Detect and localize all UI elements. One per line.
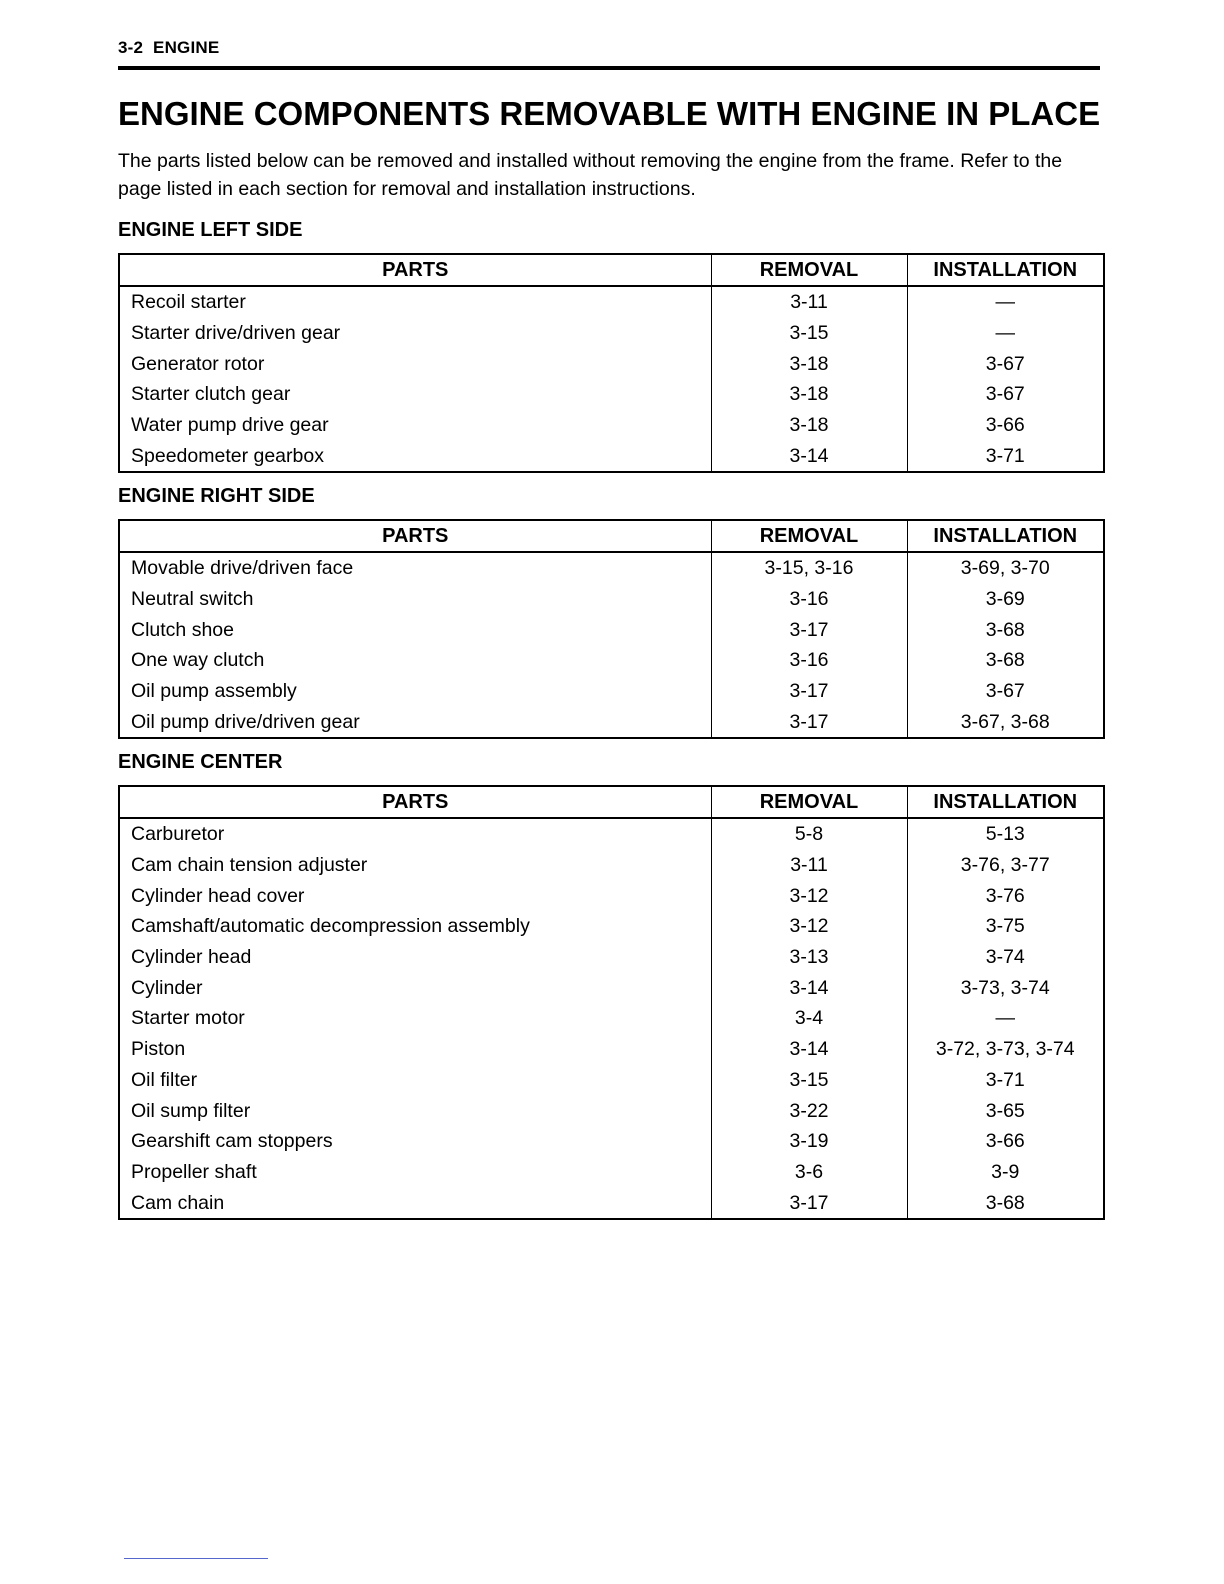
removal-page-cell: 3-16 (711, 645, 907, 676)
part-name-cell: Cylinder head (131, 946, 252, 969)
column-header-parts: PARTS (119, 254, 711, 286)
removal-page-cell: 3-15 (711, 318, 907, 349)
column-header-installation: INSTALLATION (907, 254, 1104, 286)
part-name-cell: One way clutch (131, 649, 265, 672)
column-header-removal: REMOVAL (711, 786, 907, 818)
removal-page-cell: 5-8 (711, 818, 907, 850)
part-name-cell: Speedometer gearbox (131, 444, 324, 467)
part-name-cell: Clutch shoe (131, 618, 234, 641)
part-name-cell: Cylinder head cover (131, 884, 305, 907)
table-row (119, 676, 1104, 707)
installation-page-cell: 3-67 (907, 348, 1104, 379)
table-row (119, 942, 1104, 973)
installation-page-cell: 3-76, 3-77 (907, 850, 1104, 881)
table-row (119, 645, 1104, 676)
installation-page-cell: 3-73, 3-74 (907, 972, 1104, 1003)
installation-page-cell: 3-67 (907, 676, 1104, 707)
page-title: ENGINE COMPONENTS REMOVABLE WITH ENGINE IN PLACE (118, 95, 1101, 132)
part-name-cell: Recoil starter (131, 291, 246, 314)
part-name-cell: Movable drive/driven face (131, 557, 354, 580)
installation-page-cell: — (907, 1003, 1104, 1034)
column-header-removal: REMOVAL (711, 254, 907, 286)
removal-page-cell: 3-17 (711, 614, 907, 645)
installation-page-cell: 3-67, 3-68 (907, 706, 1104, 738)
removal-page-cell: 3-14 (711, 440, 907, 472)
table-row (119, 584, 1104, 615)
removal-page-cell: 3-12 (711, 880, 907, 911)
installation-page-cell: 3-71 (907, 440, 1104, 472)
installation-page-cell: 3-67 (907, 379, 1104, 410)
section-name: ENGINE (153, 38, 220, 57)
part-name-cell: Cylinder (131, 976, 203, 999)
removal-page-cell: 3-11 (711, 850, 907, 881)
removal-page-cell: 3-6 (711, 1157, 907, 1188)
table-row (119, 1003, 1104, 1034)
table-row (119, 410, 1104, 441)
section-heading-center: ENGINE CENTER (118, 751, 283, 773)
part-name-cell: Generator rotor (131, 352, 265, 375)
installation-page-cell: 3-68 (907, 645, 1104, 676)
table-row (119, 880, 1104, 911)
installation-page-cell: 3-75 (907, 911, 1104, 942)
removal-page-cell: 3-14 (711, 972, 907, 1003)
installation-page-cell: 3-69, 3-70 (907, 552, 1104, 584)
intro-paragraph: The parts listed below can be removed and installed without removing the engine from the frame. Refer to the page listed in each section for removal and installation instructions. (118, 150, 1063, 200)
removal-page-cell: 3-18 (711, 348, 907, 379)
removal-page-cell: 3-15, 3-16 (711, 552, 907, 584)
table-row (119, 440, 1104, 472)
table-row (119, 1065, 1104, 1096)
part-name-cell: Oil pump drive/driven gear (131, 710, 360, 733)
part-name-cell: Oil filter (131, 1068, 198, 1091)
installation-page-cell: 3-74 (907, 942, 1104, 973)
table-header-row (119, 786, 1104, 818)
parts-table-right (118, 519, 1105, 739)
removal-page-cell: 3-12 (711, 911, 907, 942)
page-number: 3-2 (118, 38, 144, 57)
installation-page-cell: 3-9 (907, 1157, 1104, 1188)
table-row (119, 818, 1104, 850)
installation-page-cell: 3-72, 3-73, 3-74 (907, 1034, 1104, 1065)
removal-page-cell: 3-14 (711, 1034, 907, 1065)
removal-page-cell: 3-17 (711, 1187, 907, 1219)
table-row (119, 1187, 1104, 1219)
installation-page-cell: 3-66 (907, 1126, 1104, 1157)
table-row (119, 379, 1104, 410)
table-row (119, 552, 1104, 584)
column-header-installation: INSTALLATION (907, 520, 1104, 552)
column-header-parts: PARTS (119, 786, 711, 818)
table-row (119, 1034, 1104, 1065)
parts-table-center (118, 785, 1105, 1220)
part-name-cell: Neutral switch (131, 588, 254, 611)
installation-page-cell: 3-76 (907, 880, 1104, 911)
removal-page-cell: 3-16 (711, 584, 907, 615)
part-name-cell: Oil pump assembly (131, 680, 297, 703)
part-name-cell: Oil sump filter (131, 1099, 251, 1122)
part-name-cell: Cam chain tension adjuster (131, 854, 368, 877)
part-name-cell: Gearshift cam stoppers (131, 1130, 333, 1153)
installation-page-cell: 3-69 (907, 584, 1104, 615)
parts-table-left (118, 253, 1105, 473)
table-row (119, 850, 1104, 881)
removal-page-cell: 3-15 (711, 1065, 907, 1096)
table-row (119, 972, 1104, 1003)
table-row (119, 348, 1104, 379)
installation-page-cell: 3-68 (907, 614, 1104, 645)
table-row (119, 318, 1104, 349)
removal-page-cell: 3-17 (711, 676, 907, 707)
part-name-cell: Carburetor (131, 823, 225, 846)
part-name-cell: Camshaft/automatic decompression assembly (131, 915, 530, 938)
removal-page-cell: 3-22 (711, 1095, 907, 1126)
installation-page-cell: 3-65 (907, 1095, 1104, 1126)
table-row (119, 1157, 1104, 1188)
installation-page-cell: 3-66 (907, 410, 1104, 441)
part-name-cell: Propeller shaft (131, 1160, 257, 1183)
header-text (118, 38, 219, 58)
installation-page-cell: — (907, 318, 1104, 349)
table-row (119, 286, 1104, 318)
part-name-cell: Starter drive/driven gear (131, 322, 341, 345)
installation-page-cell: 5-13 (907, 818, 1104, 850)
installation-page-cell: 3-71 (907, 1065, 1104, 1096)
removal-page-cell: 3-19 (711, 1126, 907, 1157)
removal-page-cell: 3-11 (711, 286, 907, 318)
removal-page-cell: 3-18 (711, 410, 907, 441)
table-row (119, 911, 1104, 942)
part-name-cell: Piston (131, 1038, 186, 1061)
column-header-installation: INSTALLATION (907, 786, 1104, 818)
removal-page-cell: 3-17 (711, 706, 907, 738)
section-heading-left: ENGINE LEFT SIDE (118, 219, 303, 241)
table-row (119, 1095, 1104, 1126)
removal-page-cell: 3-13 (711, 942, 907, 973)
table-row (119, 1126, 1104, 1157)
footer-rule (124, 1558, 268, 1559)
column-header-parts: PARTS (119, 520, 711, 552)
removal-page-cell: 3-4 (711, 1003, 907, 1034)
page-header (118, 36, 1100, 70)
installation-page-cell: — (907, 286, 1104, 318)
table-header-row (119, 520, 1104, 552)
part-name-cell: Cam chain (131, 1191, 225, 1214)
column-header-removal: REMOVAL (711, 520, 907, 552)
section-heading-right: ENGINE RIGHT SIDE (118, 485, 315, 507)
table-row (119, 614, 1104, 645)
table-row (119, 706, 1104, 738)
part-name-cell: Starter clutch gear (131, 383, 291, 406)
removal-page-cell: 3-18 (711, 379, 907, 410)
table-header-row (119, 254, 1104, 286)
part-name-cell: Starter motor (131, 1007, 245, 1030)
installation-page-cell: 3-68 (907, 1187, 1104, 1219)
part-name-cell: Water pump drive gear (131, 414, 329, 437)
